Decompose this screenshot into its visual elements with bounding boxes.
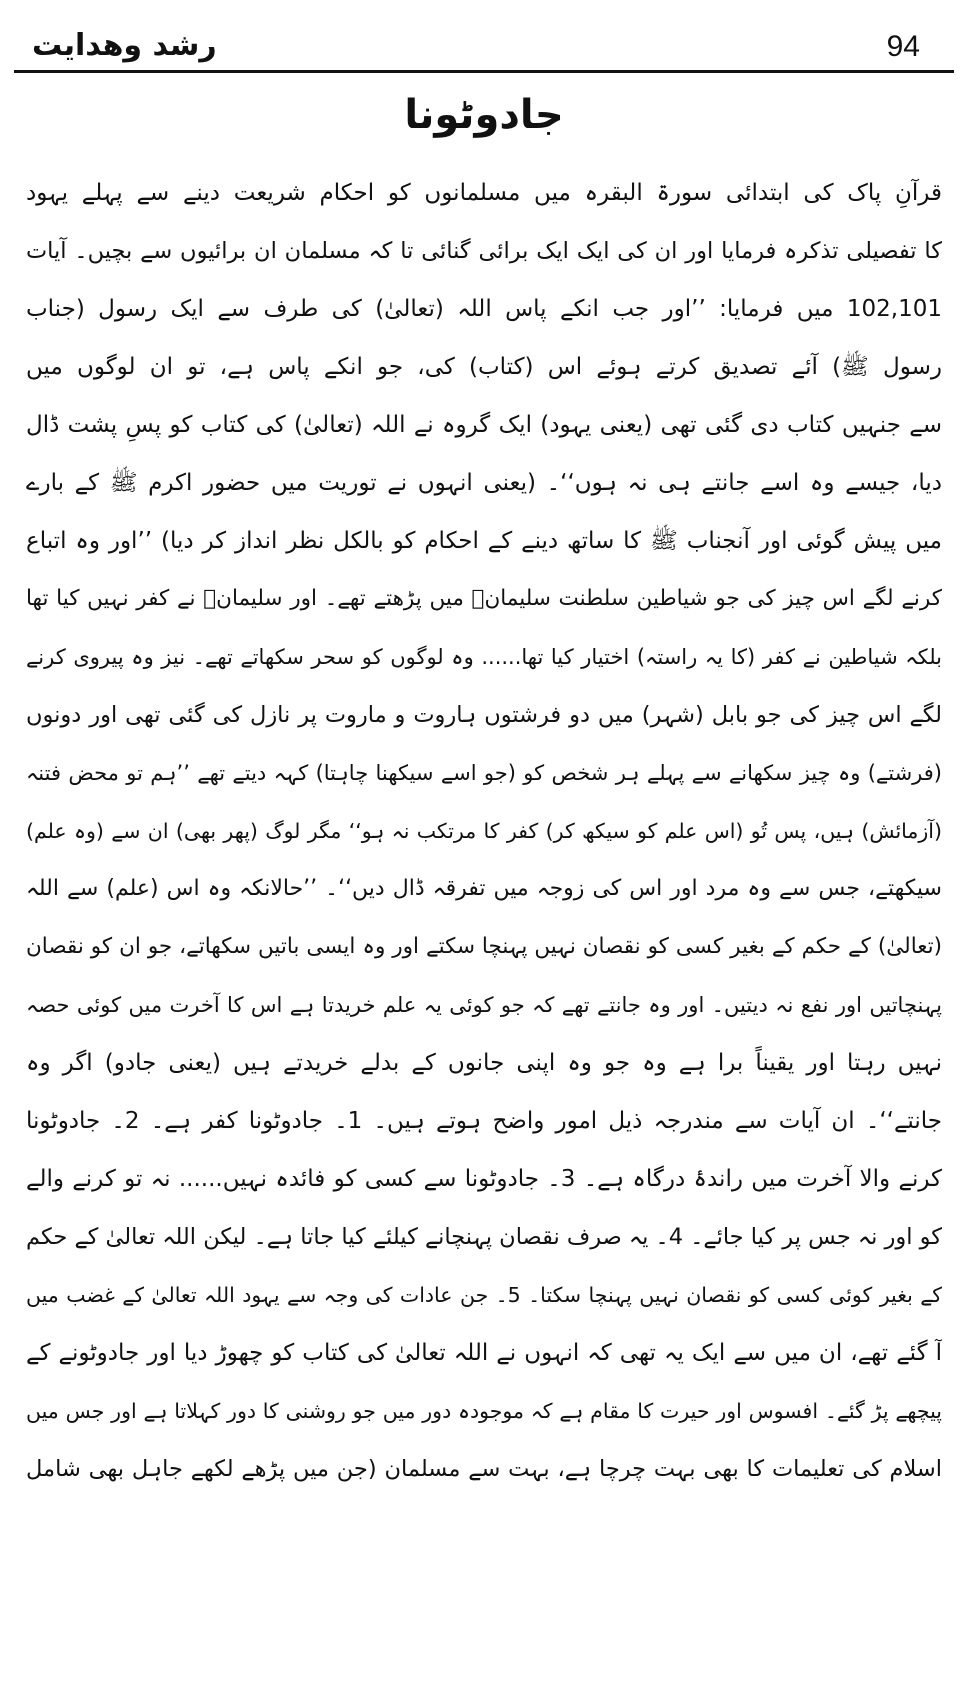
text-line: 102,101 میں فرمایا: ’’اور جب انکے پاس اللہ (تعالیٰ) کی طرف سے ایک رسول (جناب: [26, 296, 942, 322]
text-line: دیا، جیسے وہ اسے جانتے ہی نہ ہوں‘‘۔ (یعنی انہوں نے توریت میں حضور اکرم ﷺ کے بارے: [26, 470, 942, 496]
text-line: بلکہ شیاطین نے کفر (کا یہ راستہ) اختیار کیا تھا...... وہ لوگوں کو سحر سکھاتے تھے۔ نیز وہ پیروی کرنے: [26, 645, 942, 669]
text-line: اسلام کی تعلیمات کا بھی بہت چرچا ہے، بہت سے مسلمان (جن میں پڑھے لکھے جاہل بھی شامل: [26, 1456, 942, 1482]
text-line: کو اور نہ جس پر کیا جائے۔ 4۔ یہ صرف نقصان پہنچانے کیلئے کیا جاتا ہے۔ لیکن اللہ تعالیٰ کے حکم: [26, 1224, 942, 1250]
text-line: کرنے والا آخرت میں راندۂ درگاہ ہے۔ 3۔ جادوٹونا سے کسی کو فائدہ نہیں...... نہ تو کرنے والے: [26, 1166, 942, 1192]
chapter-title: جادوٹونا: [404, 92, 564, 138]
text-line: لگے اس چیز کی جو بابل (شہر) میں دو فرشتوں ہاروت و ماروت پر نازل کی گئی تھی اور دونوں: [26, 702, 942, 728]
text-line: میں پیش گوئی اور آنجناب ﷺ کا ساتھ دینے کے احکام کو بالکل نظر انداز کر دیا) ’’اور وہ اتباع: [26, 528, 942, 554]
text-line: قرآنِ پاک کی ابتدائی سورۃ البقرہ میں مسلمانوں کو احکام شریعت دینے سے پہلے یہود: [26, 180, 942, 206]
page-header: [14, 26, 954, 73]
text-line: جانتے‘‘۔ ان آیات سے مندرجہ ذیل امور واضح ہوتے ہیں۔ 1۔ جادوٹونا کفر ہے۔ 2۔ جادوٹونا: [26, 1108, 942, 1134]
text-line: سیکھتے، جس سے وہ مرد اور اس کی زوجہ میں تفرقہ ڈال دیں‘‘۔ ’’حالانکہ وہ اس (علم) سے اللہ: [26, 876, 942, 901]
text-line: (آزمائش) ہیں، پس تُو (اس علم کو سیکھ کر) کفر کا مرتکب نہ ہو‘‘ مگر لوگ (پھر بھی) ان سے (وہ علم): [26, 819, 942, 843]
text-line: کرنے لگے اس چیز کی جو شیاطین سلطنت سلیمانؑ میں پڑھتے تھے۔ اور سلیمانؑ نے کفر نہیں کیا تھا: [26, 586, 942, 611]
text-line: کا تفصیلی تذکرہ فرمایا اور ان کی ایک ایک برائی گنائی تا کہ مسلمان ان برائیوں سے بچیں۔ آیات: [26, 238, 942, 264]
text-line: پیچھے پڑ گئے۔ افسوس اور حیرت کا مقام ہے کہ موجودہ دور میں جو روشنی کا دور کہلاتا ہے اور جس میں: [26, 1399, 942, 1423]
text-line: کے بغیر کوئی کسی کو نقصان نہیں پہنچا سکتا۔ 5۔ جن عادات کی وجہ سے یہود اللہ تعالیٰ کے غضب میں: [26, 1283, 942, 1307]
page-number: 94: [886, 30, 920, 63]
running-title: رشد وھدایت: [32, 28, 217, 63]
text-line: پہنچاتیں اور نفع نہ دیتیں۔ اور وہ جانتے تھے کہ جو کوئی یہ علم خریدتا ہے اس کا آخرت میں کوئی حصہ: [26, 993, 942, 1017]
text-line: آ گئے تھے، ان میں سے ایک یہ تھی کہ انہوں نے اللہ تعالیٰ کی کتاب کو چھوڑ دیا اور جادوٹونے کے: [26, 1340, 942, 1366]
text-line: سے جنہیں کتاب دی گئی تھی (یعنی یہود) ایک گروہ نے اللہ (تعالیٰ) کی کتاب کو پسِ پشت ڈال: [26, 412, 942, 438]
text-line: (فرشتے) وہ چیز سکھانے سے پہلے ہر شخص کو (جو اسے سیکھنا چاہتا) کہہ دیتے تھے ’’ہم تو محض فتنہ: [26, 761, 942, 785]
text-line: رسول ﷺ) آئے تصدیق کرتے ہوئے اس (کتاب) کی، جو انکے پاس ہے، تو ان لوگوں میں: [26, 354, 942, 380]
body-text: [26, 164, 942, 1498]
text-line: نہیں رہتا اور یقیناً برا ہے وہ جو وہ اپنی جانوں کے بدلے خریدتے ہیں (یعنی جادو) اگر وہ: [26, 1050, 942, 1076]
text-line: (تعالیٰ) کے حکم کے بغیر کسی کو نقصان نہیں پہنچا سکتے اور وہ ایسی باتیں سکھاتے، جو ان کو نقصان: [26, 934, 942, 959]
